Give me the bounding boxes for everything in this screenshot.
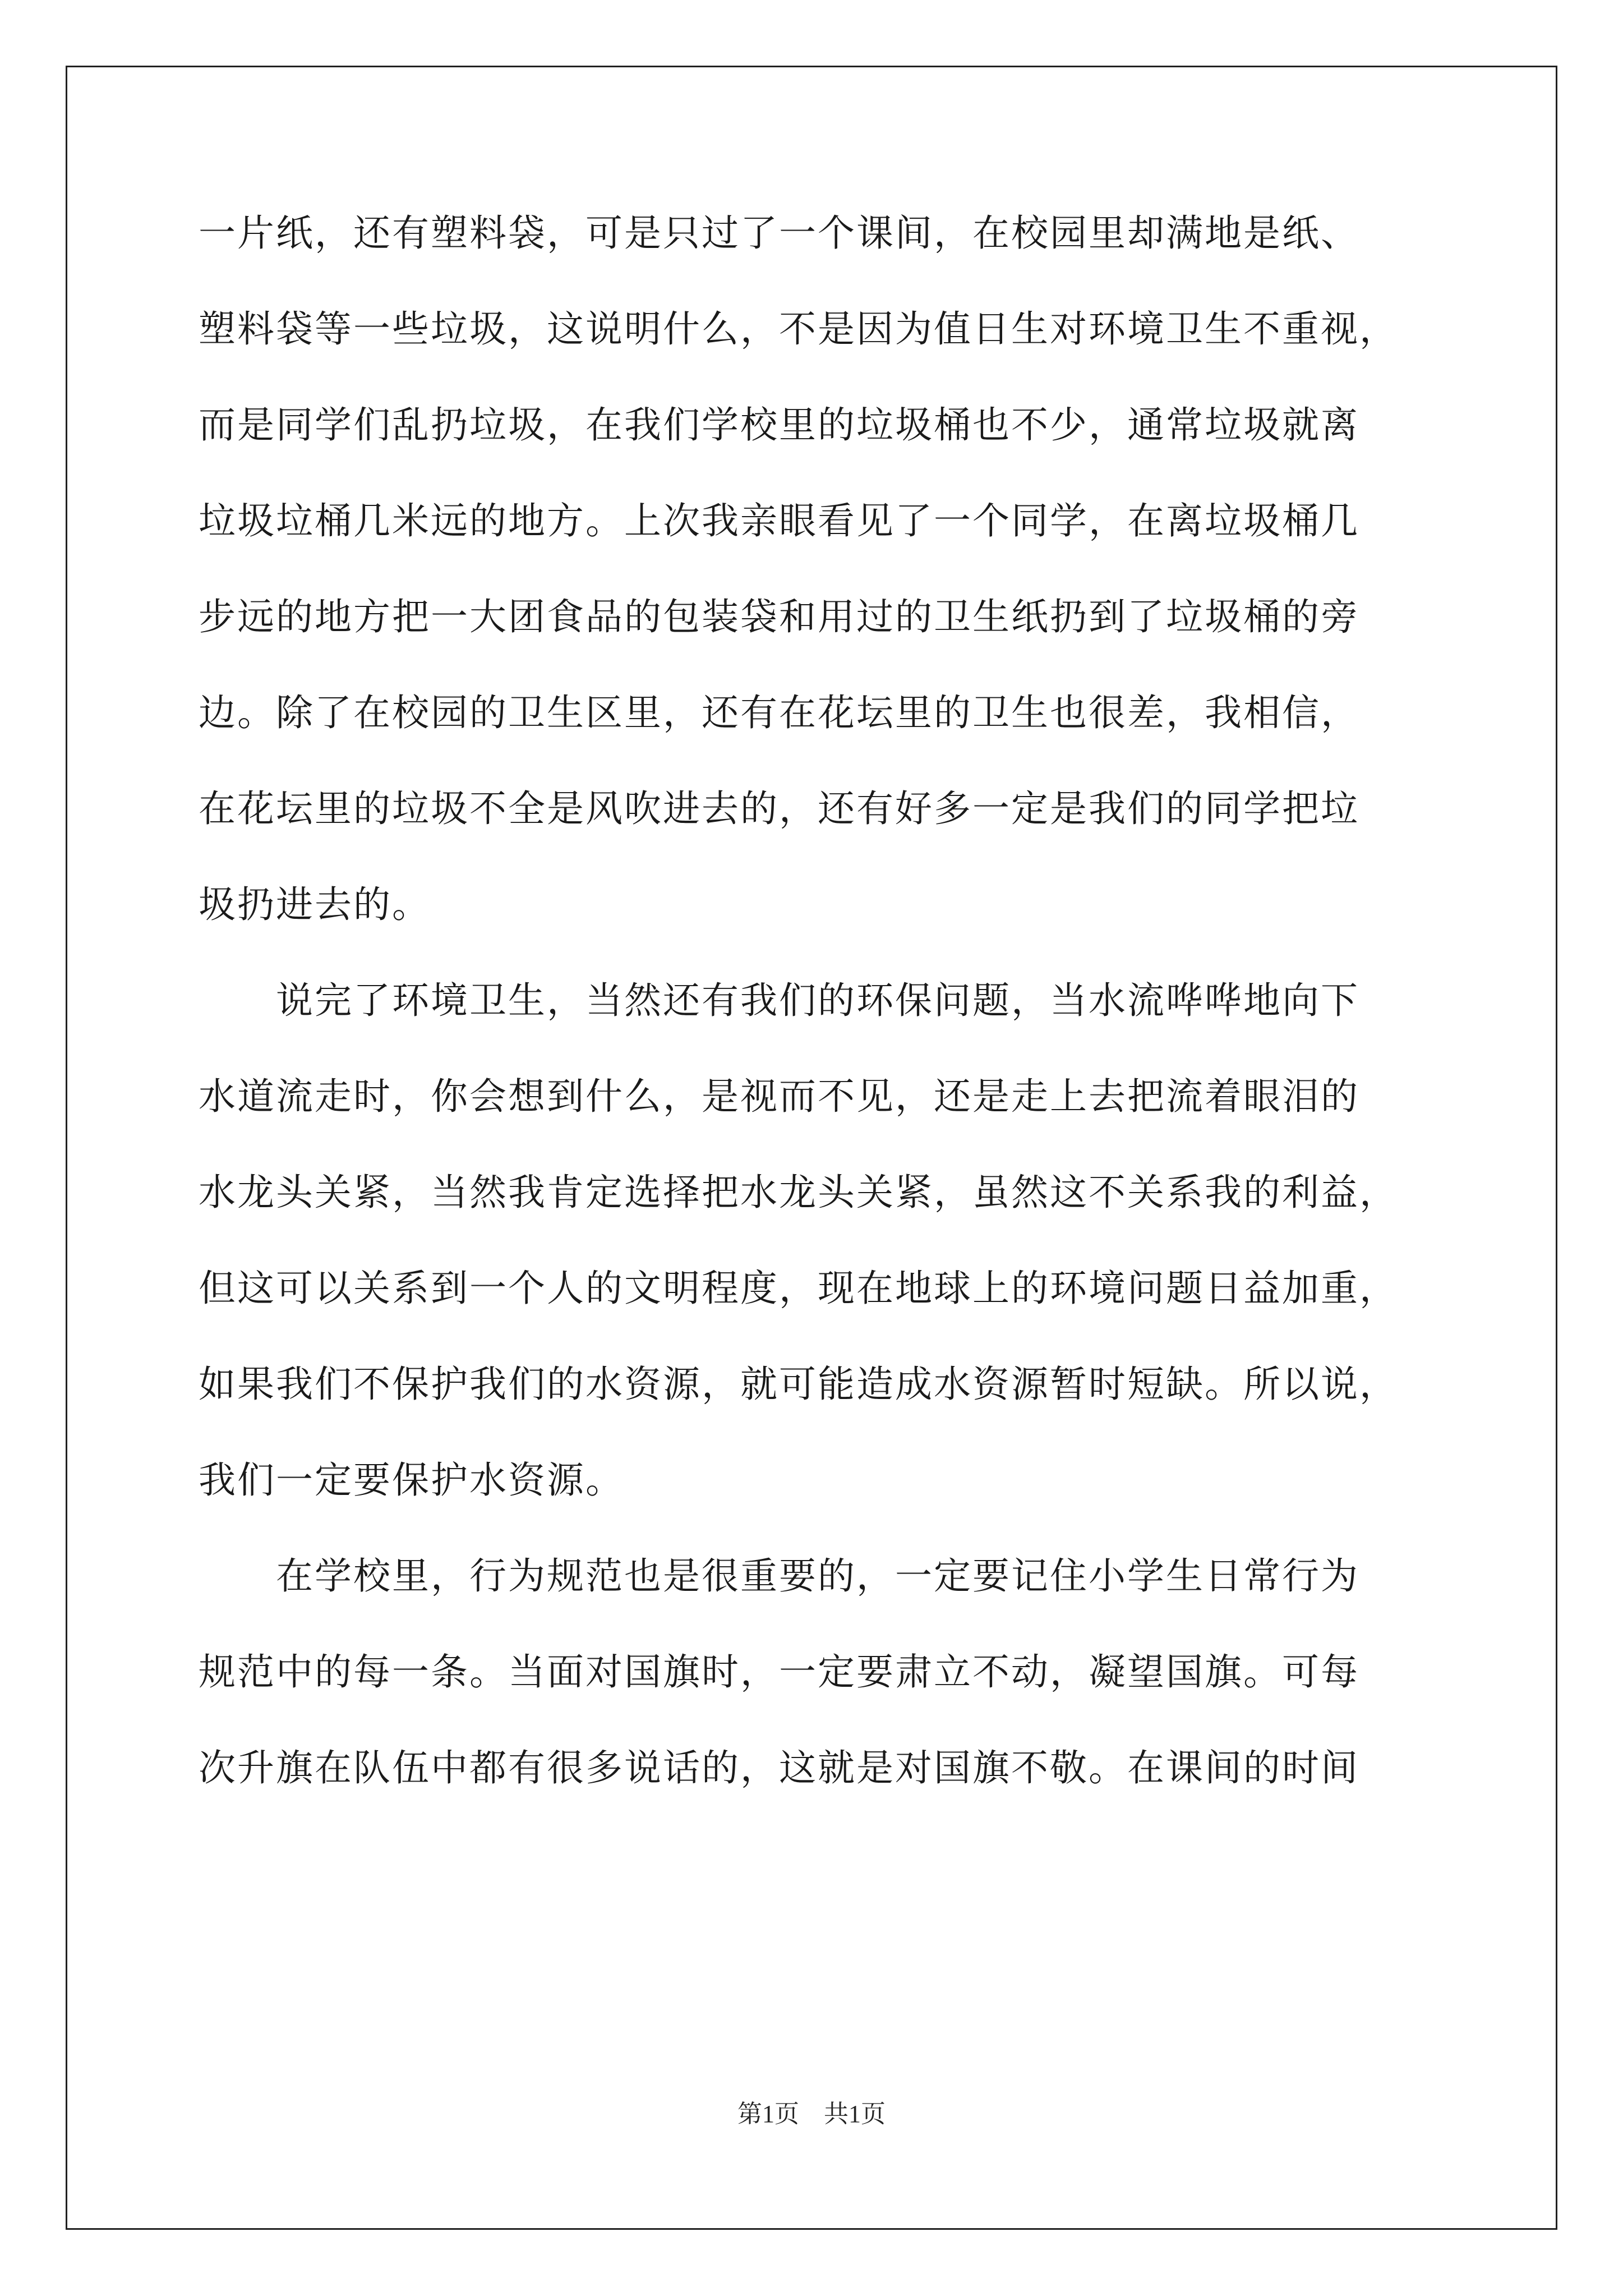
text-line: 边。除了在校园的卫生区里，还有在花坛里的卫生也很差，我相信， (199, 691, 1359, 734)
text-line: 一片纸，还有塑料袋，可是只过了一个课间，在校园里却满地是纸、 (199, 211, 1359, 255)
text-line: 水龙头关紧，当然我肯定选择把水龙头关紧，虽然这不关系我的利益， (199, 1171, 1398, 1214)
document-body (199, 185, 1432, 1816)
text-line: 步远的地方把一大团食品的包装袋和用过的卫生纸扔到了垃圾桶的旁 (199, 595, 1359, 638)
text-line: 如果我们不保护我们的水资源，就可能造成水资源暂时短缺。所以说， (199, 1363, 1398, 1406)
text-line: 在花坛里的垃圾不全是风吹进去的，还有好多一定是我们的同学把垃 (199, 787, 1359, 830)
text-line: 塑料袋等一些垃圾，这说明什么，不是因为值日生对环境卫生不重视， (199, 307, 1398, 351)
text-line: 在学校里，行为规范也是很重要的，一定要记住小学生日常行为 (199, 1554, 1359, 1598)
text-line: 规范中的每一条。当面对国旗时，一定要肃立不动，凝望国旗。可每 (199, 1650, 1359, 1694)
page-number-footer: 第1页 共1页 (737, 2100, 886, 2128)
text-line: 水道流走时，你会想到什么，是视而不见，还是走上去把流着眼泪的 (199, 1075, 1359, 1118)
text-line: 垃圾垃桶几米远的地方。上次我亲眼看见了一个同学，在离垃圾桶几 (199, 499, 1359, 542)
text-line: 但这可以关系到一个人的文明程度，现在地球上的环境问题日益加重， (199, 1267, 1398, 1310)
text-line: 次升旗在队伍中都有很多说话的，这就是对国旗不敬。在课间的时间 (199, 1746, 1359, 1789)
text-line: 说完了环境卫生，当然还有我们的环保问题，当水流哗哗地向下 (199, 979, 1359, 1022)
text-line: 而是同学们乱扔垃圾，在我们学校里的垃圾桶也不少，通常垃圾就离 (199, 403, 1359, 447)
text-line: 我们一定要保护水资源。 (199, 1458, 624, 1502)
text-line: 圾扔进去的。 (199, 883, 431, 926)
